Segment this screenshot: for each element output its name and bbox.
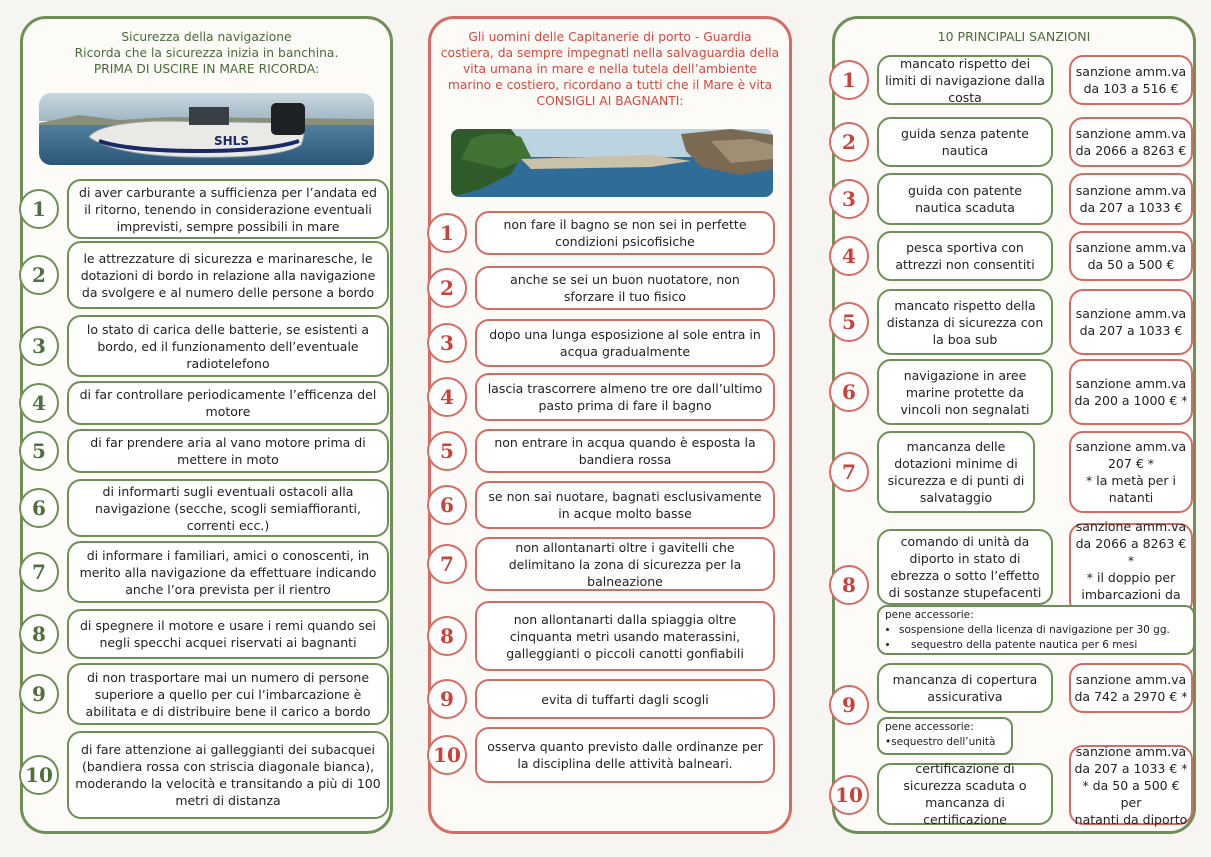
penalty-line: * il doppio per [1086, 570, 1176, 585]
middle-title-line-2: costiera, da sempre impegnati nella salvaguardia della [440, 46, 780, 60]
penalty-line: da 742 a 2970 € * [1074, 689, 1188, 704]
sanction-item-3-offence: guida con patente nautica scaduta [877, 173, 1053, 225]
left-item-4-number: 4 [19, 383, 59, 423]
sanction-item-7-offence: mancanza delle dotazioni minime di sicurezza e di punti di salvataggio [877, 431, 1035, 513]
left-item-8-number: 8 [19, 614, 59, 654]
penalty-line: da 50 a 500 € [1087, 257, 1175, 272]
sanction-item-9-offence: mancanza di copertura assicurativa [877, 663, 1053, 713]
middle-item-10-text: osserva quanto previsto dalle ordinanze per la disciplina delle attività balneari. [475, 727, 775, 783]
left-item-2-text: le attrezzature di sicurezza e marinaresche, le dotazioni di bordo in relazione alla navigazione da svolgere e al numero delle persone a bordo [67, 241, 389, 309]
sanctions-panel [832, 16, 1196, 834]
middle-item-7-text: non allontanarti oltre i gavitelli che delimitano la zona di sicurezza per la balneazione [475, 537, 775, 591]
boat-brand-text: SHLS [214, 134, 249, 148]
penalty-line: da 207 a 1033 € [1079, 323, 1183, 338]
left-item-3-number: 3 [19, 326, 59, 366]
left-item-7-number: 7 [19, 552, 59, 592]
penalty-line: sanzione amm.va [1075, 126, 1187, 141]
penalty-line: * la metà per i [1086, 473, 1176, 488]
middle-item-5-number: 5 [427, 431, 467, 471]
sanctions-title: 10 PRINCIPALI SANZIONI [937, 29, 1091, 44]
penalty-line: sanzione amm.va [1075, 183, 1187, 198]
left-item-10-number: 10 [19, 755, 59, 795]
middle-item-9-text: evita di tuffarti dagli scogli [475, 679, 775, 719]
penalty-line: sanzione amm.va [1075, 743, 1187, 759]
sanction-item-5-penalty [1069, 289, 1193, 355]
left-item-3-text: lo stato di carica delle batterie, se esistenti a bordo, ed il funzionamento dell’eventuale radiotelefono [67, 315, 389, 377]
left-item-6-number: 6 [19, 488, 59, 528]
sanction-item-4-number: 4 [829, 236, 869, 276]
middle-item-2-number: 2 [427, 268, 467, 308]
penalty-line: sanzione amm.va [1075, 672, 1187, 687]
accessory-penalties-9 [877, 717, 1013, 755]
left-item-8-text: di spegnere il motore e usare i remi quando sei negli specchi acquei riservati ai bagnanti [67, 609, 389, 659]
swimmer-advice-panel [428, 16, 792, 834]
sanction-item-6-penalty [1069, 359, 1193, 425]
penalty-line: da 2066 a 8263 € [1075, 143, 1187, 158]
penalty-line: da 103 a 516 € [1083, 81, 1179, 96]
middle-item-4-text: lascia trascorrere almeno tre ore dall’ultimo pasto prima di fare il bagno [475, 373, 775, 421]
middle-item-4-number: 4 [427, 377, 467, 417]
penalty-line: da 200 a 1000 € * [1074, 393, 1188, 408]
penalty-line: da 207 a 1033 € [1079, 200, 1183, 215]
penalty-line: da 207 a 1033 € * [1074, 760, 1188, 776]
sanction-item-6-number: 6 [829, 372, 869, 412]
accessory-item: •sequestro dell’unità [885, 736, 996, 748]
sanction-item-2-offence: guida senza patente nautica [877, 117, 1053, 167]
sanction-item-9-penalty [1069, 663, 1193, 713]
penalty-line: sanzione amm.va [1075, 240, 1187, 255]
left-item-1-text: di aver carburante a sufficienza per l’andata ed il ritorno, tenendo in considerazione eventuali imprevisti, sempre possibili in mare [67, 179, 389, 239]
safety-checklist-panel [20, 16, 393, 834]
penalty-line: da 2066 a 8263 € * [1075, 536, 1187, 568]
left-item-7-text: di informare i familiari, amici o conoscenti, in merito alla navigazione da effettuare indicando anche l’ora prevista per il rientro [67, 541, 389, 603]
penalty-line: natanti da diporto [1074, 811, 1188, 827]
sanction-item-4-offence: pesca sportiva con attrezzi non consentiti [877, 231, 1053, 281]
left-item-6-text: di informarti sugli eventuali ostacoli alla navigazione (secche, scogli semiaffioranti, correnti ecc.) [67, 479, 389, 537]
sanction-item-7-penalty [1069, 431, 1193, 513]
left-item-9-number: 9 [19, 674, 59, 714]
penalty-line: sanzione amm.va [1075, 519, 1187, 534]
sanction-item-8-penalty [1069, 519, 1193, 615]
left-title-line-1: Sicurezza della navigazione [121, 30, 292, 44]
middle-item-7-number: 7 [427, 544, 467, 584]
left-item-4-text: di far controllare periodicamente l’efficenza del motore [67, 381, 389, 425]
left-item-2-number: 2 [19, 255, 59, 295]
penalty-line: imbarcazioni da [1081, 587, 1181, 602]
left-item-5-number: 5 [19, 431, 59, 471]
accessory-label-9: pene accessorie: [885, 721, 974, 733]
middle-item-6-number: 6 [427, 485, 467, 525]
penalty-line: 207 € * [1107, 456, 1154, 471]
middle-item-3-text: dopo una lunga esposizione al sole entra in acqua gradualmente [475, 319, 775, 367]
left-title-line-2: Ricorda che la sicurezza inizia in banchina. [74, 46, 339, 60]
sanction-item-3-number: 3 [829, 179, 869, 219]
left-title-line-3: PRIMA DI USCIRE IN MARE RICORDA: [93, 62, 320, 76]
penalty-line: * da 50 a 500 € per [1082, 777, 1180, 810]
sanction-item-8-number: 8 [829, 565, 869, 605]
sanction-item-3-penalty [1069, 173, 1193, 225]
middle-title-line-4: marino e costiero, ricordano a tutti che il Mare è vita [447, 78, 773, 92]
penalty-line: natanti [1108, 490, 1154, 505]
sanction-item-1-penalty [1069, 55, 1193, 105]
middle-item-3-number: 3 [427, 323, 467, 363]
middle-title-line-1: Gli uomini delle Capitanerie di porto - Guardia [468, 30, 752, 44]
left-item-1-number: 1 [19, 189, 59, 229]
coast-photo [451, 129, 773, 197]
left-item-5-text: di far prendere aria al vano motore prima di mettere in moto [67, 429, 389, 473]
middle-title-line-3: vita umana in mare e nella tutela dell’ambiente [463, 62, 757, 76]
sanction-item-9-number: 9 [829, 685, 869, 725]
sanction-item-6-offence: navigazione in aree marine protette da vincoli non segnalati [877, 359, 1053, 425]
penalty-line: sanzione amm.va [1075, 376, 1187, 391]
middle-item-5-text: non entrare in acqua quando è esposta la bandiera rossa [475, 429, 775, 473]
sanction-item-2-penalty [1069, 117, 1193, 167]
middle-item-6-text: se non sai nuotare, bagnati esclusivamente in acque molto basse [475, 481, 775, 529]
sanction-item-5-offence: mancato rispetto della distanza di sicurezza con la boa sub [877, 289, 1053, 355]
middle-item-2-text: anche se sei un buon nuotatore, non sforzare il tuo fisico [475, 266, 775, 310]
accessory-penalties-8 [877, 605, 1195, 655]
left-item-10-text: di fare attenzione ai galleggianti dei subacquei (bandiera rossa con striscia diagonale bianca), moderando la velocità e transitando a più di 100 metri di distanza [67, 731, 389, 819]
middle-item-10-number: 10 [427, 735, 467, 775]
sanction-item-7-number: 7 [829, 452, 869, 492]
sanction-item-4-penalty [1069, 231, 1193, 281]
sanction-item-1-offence: mancato rispetto dei limiti di navigazione dalla costa [877, 55, 1053, 105]
middle-item-1-number: 1 [427, 213, 467, 253]
middle-title-line-5: CONSIGLI AI BAGNANTI: [536, 94, 684, 108]
sanction-item-8-offence: comando di unità da diporto in stato di ebrezza o sotto l’effetto di sostanze stupefacenti [877, 529, 1053, 605]
sanction-item-10-penalty [1069, 745, 1193, 825]
middle-item-9-number: 9 [427, 679, 467, 719]
boat-photo [39, 93, 374, 165]
sanction-item-10-number: 10 [829, 775, 869, 815]
left-item-9-text: di non trasportare mai un numero di persone superiore a quello per cui l’imbarcazione è abilitata e di distribuire bene il carico a bordo [67, 663, 389, 725]
penalty-line: sanzione amm.va [1075, 439, 1187, 454]
coast-illustration [451, 129, 773, 197]
boat-illustration [39, 93, 374, 165]
sanction-item-1-number: 1 [829, 60, 869, 100]
accessory-item: • sequestro della patente nautica per 6 mesi [899, 638, 1187, 653]
middle-item-1-text: non fare il bagno se non sei in perfette condizioni psicofisiche [475, 211, 775, 255]
accessory-item: • sospensione della licenza di navigazione per 30 gg. [899, 623, 1187, 638]
penalty-line: sanzione amm.va [1075, 306, 1187, 321]
sanction-item-2-number: 2 [829, 122, 869, 162]
accessory-label-8: pene accessorie: [885, 609, 974, 621]
middle-item-8-number: 8 [427, 616, 467, 656]
penalty-line: sanzione amm.va [1075, 64, 1187, 79]
sanction-item-10-offence: certificazione di sicurezza scaduta o mancanza di certificazione [877, 763, 1053, 825]
sanction-item-5-number: 5 [829, 302, 869, 342]
middle-item-8-text: non allontanarti dalla spiaggia oltre cinquanta metri usando materassini, galleggianti o piccoli canotti gonfiabili [475, 601, 775, 671]
